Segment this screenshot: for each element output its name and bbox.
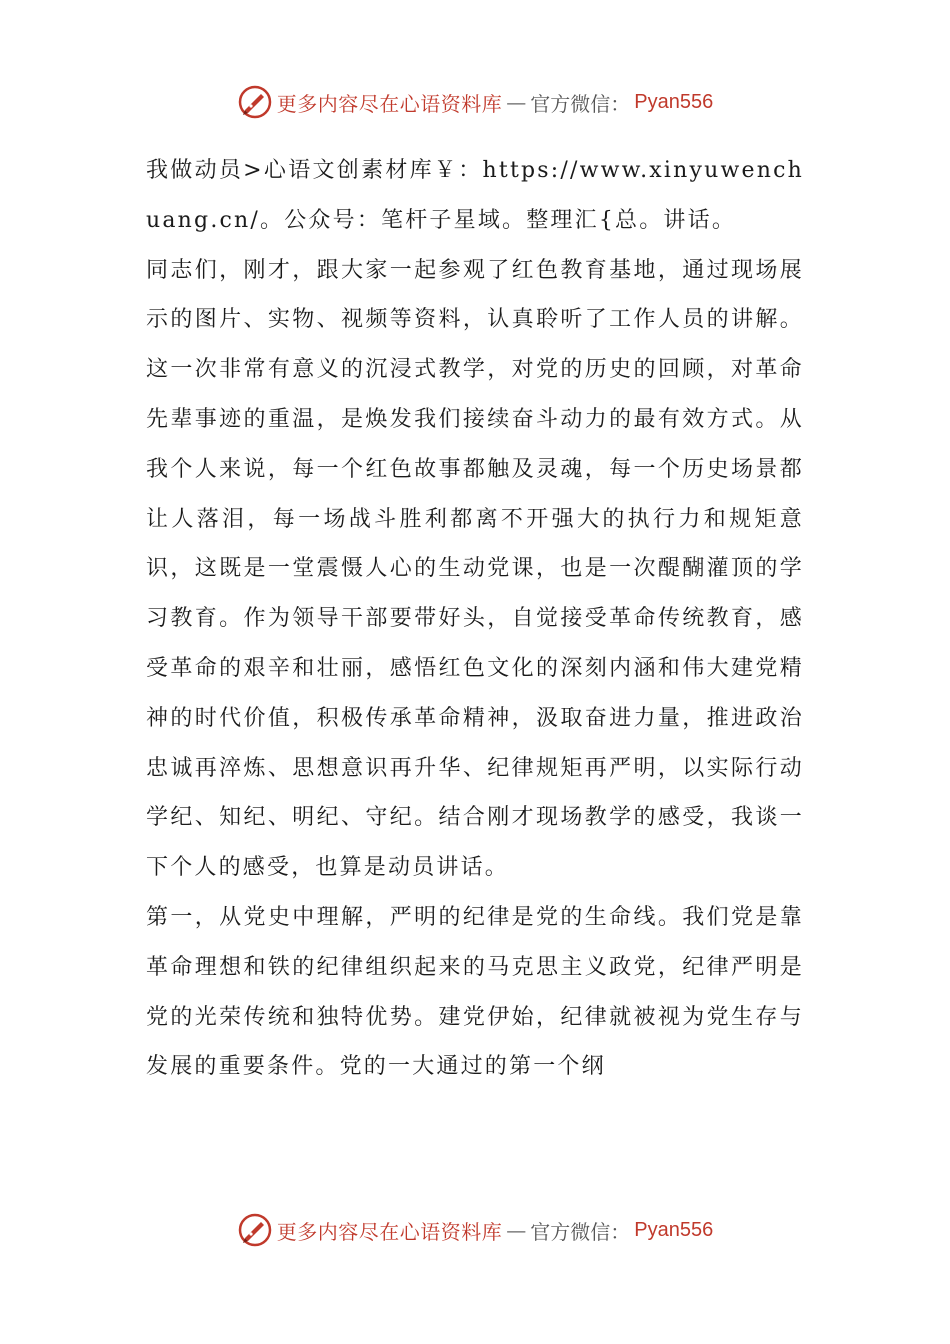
banner-wechat-label: 官方微信： [530, 1219, 631, 1244]
document-body [146, 146, 804, 1092]
banner-separator: — [506, 90, 527, 114]
pen-circle-logo-icon [237, 1212, 273, 1248]
banner-main-text: 更多内容尽在心语资料库 [276, 91, 503, 116]
paragraph-first-point: 第一，从党史中理解，严明的纪律是党的生命线。我们党是靠革命理想和铁的纪律组织起来的马克思主义政党，纪律严明是党的光荣传统和独特优势。建党伊始，纪律就被视为党生存与发展的重要条件。党的一大通过的第一个纲 [146, 904, 804, 1080]
header-banner [0, 82, 950, 122]
paragraph-main: 同志们，刚才，跟大家一起参观了红色教育基地，通过现场展示的图片、实物、视频等资料，认真聆听了工作人员的讲解。这一次非常有意义的沉浸式教学，对党的历史的回顾，对革命先辈事迹的重温，是焕发我们接续奋斗动力的最有效方式。从我个人来说，每一个红色故事都触及灵魂，每一个历史场景都让人落泪，每一场战斗胜利都离不开强大的执行力和规矩意识，这既是一堂震慑人心的生动党课，也是一次醍醐灌顶的学习教育。作为领导干部要带好头，自觉接受革命传统教育，感受革命的艰辛和壮丽，感悟红色文化的深刻内涵和伟大建党精神的时代价值，积极传承革命精神，汲取奋进力量，推进政治忠诚再淬炼、思想意识再升华、纪律规矩再严明，以实际行动学纪、知纪、明纪、守纪。结合刚才现场教学的感受，我谈一下个人的感受，也算是动员讲话。 [146, 257, 804, 881]
pen-circle-logo-icon [237, 84, 273, 120]
banner-wechat-id: Pyan556 [634, 1218, 714, 1241]
paragraph-intro: 我做动员>心语文创素材库￥：https://www.xinyuwenchuang.cn/。公众号：笔杆子星域。整理汇{总。讲话。 [146, 158, 804, 233]
banner-wechat-label: 官方微信： [530, 91, 631, 116]
footer-banner [0, 1210, 950, 1250]
banner-main-text: 更多内容尽在心语资料库 [276, 1219, 503, 1244]
banner-separator: — [506, 1218, 527, 1242]
banner-wechat-id: Pyan556 [634, 90, 714, 113]
